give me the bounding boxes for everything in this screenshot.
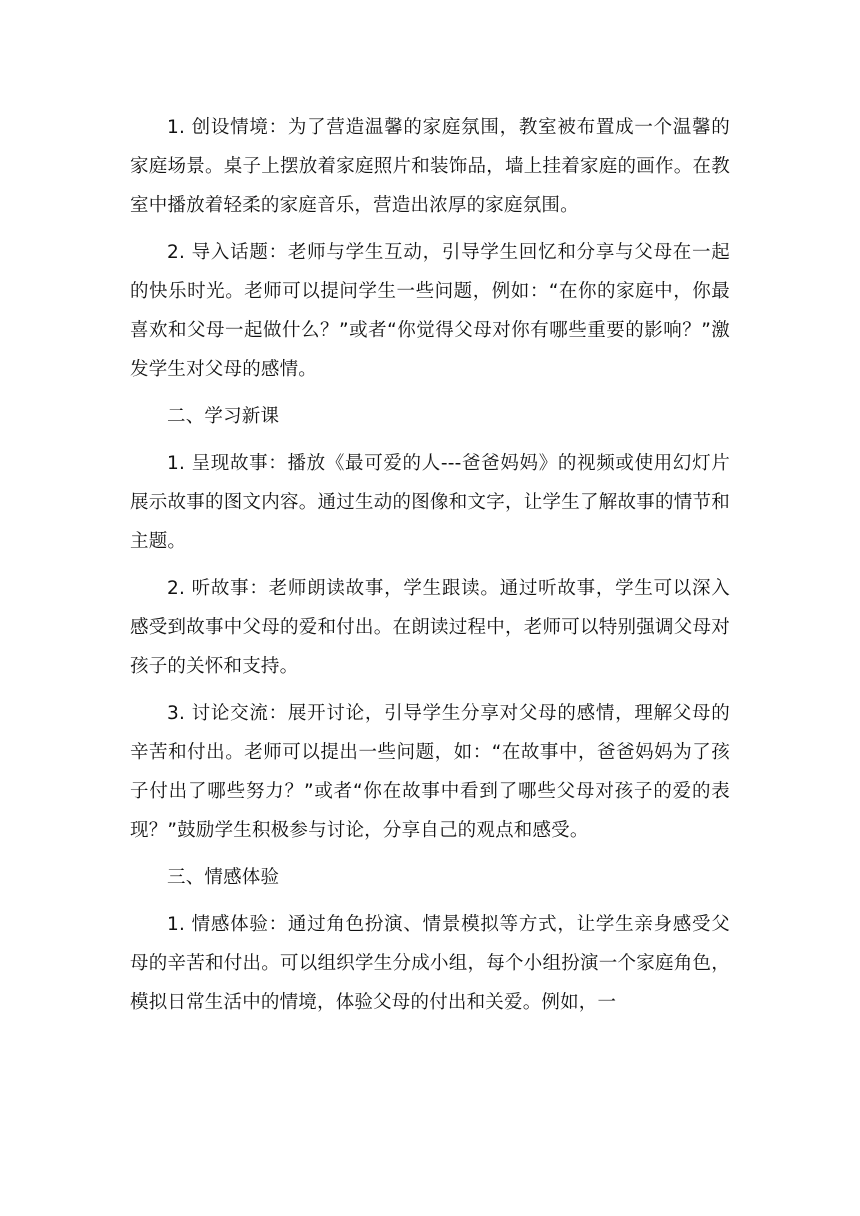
section-heading-learn-new-lesson: 二、学习新课 [167,406,280,427]
paragraph-present-story: 1. 呈现故事：播放《最可爱的人---爸爸妈妈》的视频或使用幻灯片展示故事的图文内容。通过生动的图像和文字，让学生了解故事的情节和主题。 [130,453,730,552]
paragraph-emotional-experience: 1. 情感体验：通过角色扮演、情景模拟等方式，让学生亲身感受父母的辛苦和付出。可以组织学生分成小组，每个小组扮演一个家庭角色，模拟日常生活中的情境，体验父母的付出和关爱。例如，一 [130,914,730,1013]
section-heading-emotional-experience: 三、情感体验 [167,867,280,888]
paragraph-listen-story: 2. 听故事：老师朗读故事，学生跟读。通过听故事，学生可以深入感受到故事中父母的爱和付出。在朗读过程中，老师可以特别强调父母对孩子的关怀和支持。 [130,578,730,677]
paragraph-create-situation: 1. 创设情境：为了营造温馨的家庭氛围，教室被布置成一个温馨的家庭场景。桌子上摆放着家庭照片和装饰品，墙上挂着家庭的画作。在教室中播放着轻柔的家庭音乐，营造出浓厚的家庭氛围。 [130,117,730,216]
paragraph-introduce-topic: 2. 导入话题：老师与学生互动，引导学生回忆和分享与父母在一起的快乐时光。老师可以提问学生一些问题，例如：“在你的家庭中，你最喜欢和父母一起做什么？”或者“你觉得父母对你有哪些重要的影响？”激发学生对父母的感情。 [130,242,730,380]
document-page [130,108,730,1030]
paragraph-discussion: 3. 讨论交流：展开讨论，引导学生分享对父母的感情，理解父母的辛苦和付出。老师可以提出一些问题，如：“在故事中，爸爸妈妈为了孩子付出了哪些努力？”或者“你在故事中看到了哪些父母对孩子的爱的表现？”鼓励学生积极参与讨论，分享自己的观点和感受。 [130,703,730,841]
